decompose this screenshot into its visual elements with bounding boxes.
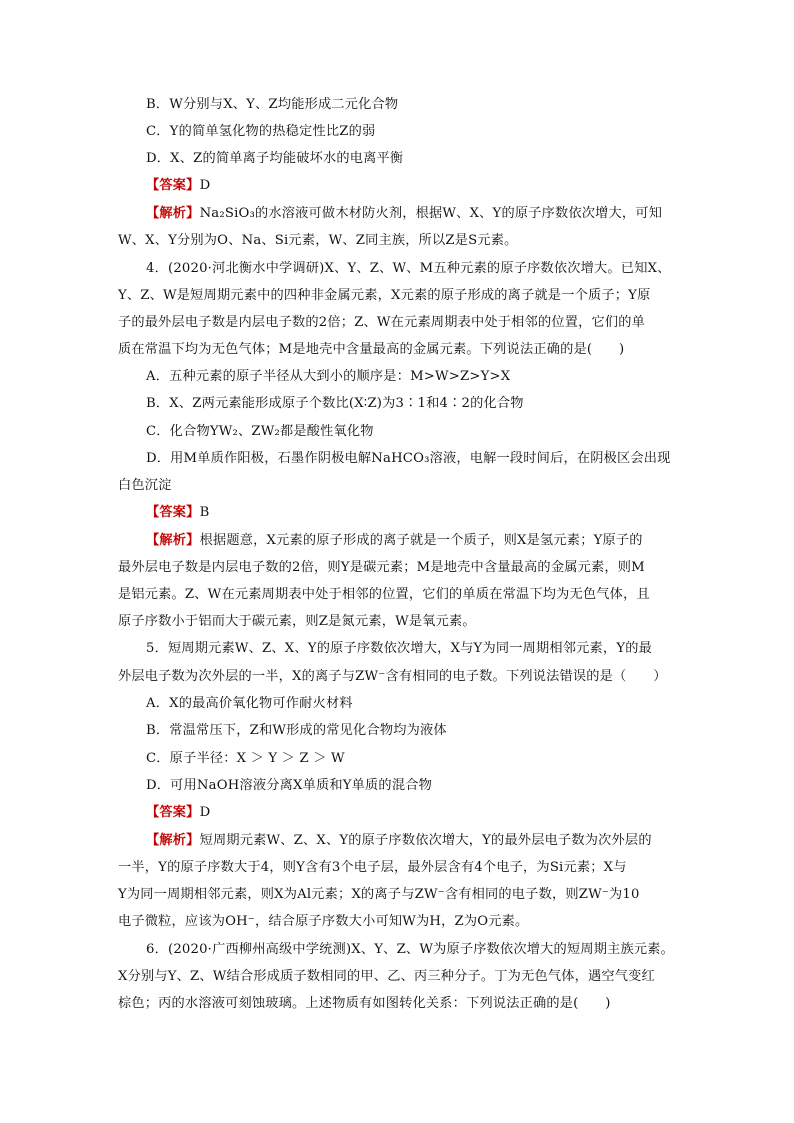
q5-option-c: C．原子半径：X ＞ Y ＞ Z ＞ W <box>146 751 345 766</box>
q4-option-d-line-2: 白色沉淀 <box>118 478 172 493</box>
q5-option-b: B．常温常压下，Z和W形成的常见化合物均为液体 <box>146 723 447 738</box>
q3-answer <box>146 175 706 197</box>
analysis-text: Na₂SiO₃的水溶液可做木材防火剂，根据W、X、Y的原子序数依次增大，可知 <box>199 206 663 221</box>
analysis-text: 根据题意，X元素的原子形成的离子就是一个质子，则X是氢元素；Y原子的 <box>199 533 643 548</box>
q6-stem-line-1: 6．(2020·广西柳州高级中学统测)X、Y、Z、W为原子序数依次增大的短周期主族元素。 <box>146 942 675 957</box>
q4-answer <box>146 502 706 524</box>
analysis-label: 【解析】 <box>146 206 200 221</box>
q4-analysis-line-4: 原子序数小于铝而大于碳元素，则Z是氮元素，W是氧元素。 <box>118 614 476 629</box>
q4-option-b: B．X、Z两元素能形成原子个数比(X∶Z)为3∶1和4∶2的化合物 <box>146 396 524 411</box>
q3-analysis-line-2: W、X、Y分别为O、Na、Si元素，W、Z同主族，所以Z是S元素。 <box>118 233 518 248</box>
q4-analysis-line-3: 是铝元素。Z、W在元素周期表中处于相邻的位置，它们的单质在常温下均为无色气体，且 <box>118 587 650 602</box>
analysis-text: 短周期元素W、Z、X、Y的原子序数依次增大，Y的最外层电子数为次外层的 <box>199 833 652 848</box>
answer-value: B <box>199 505 210 520</box>
q4-option-c: C．化合物YW₂、ZW₂都是酸性氧化物 <box>146 424 374 439</box>
q4-option-a: A．五种元素的原子半径从大到小的顺序是：M>W>Z>Y>X <box>146 369 511 384</box>
q5-stem-line-1: 5．短周期元素W、Z、X、Y的原子序数依次增大，X与Y为同一周期相邻元素，Y的最 <box>146 641 652 656</box>
q5-answer <box>146 802 706 824</box>
q3-option-c: C．Y的简单氢化物的热稳定性比Z的弱 <box>146 124 376 139</box>
q4-analysis-line-2: 最外层电子数是内层电子数的2倍，则Y是碳元素；M是地壳中含量最高的金属元素，则M <box>118 560 645 575</box>
q5-option-d: D．可用NaOH溶液分离X单质和Y单质的混合物 <box>146 778 432 793</box>
analysis-label: 【解析】 <box>146 833 200 848</box>
q4-stem-line-2: Y、Z、W是短周期元素中的四种非金属元素，X元素的原子形成的离子就是一个质子；Y原 <box>118 288 651 303</box>
answer-value: D <box>199 178 211 193</box>
q5-analysis-line-3: Y为同一周期相邻元素，则X为Al元素；X的离子与ZW⁻含有相同的电子数，则ZW⁻为10 <box>118 887 640 902</box>
q4-analysis-line-1 <box>146 530 706 552</box>
q3-analysis-line-1 <box>146 203 706 225</box>
analysis-label: 【解析】 <box>146 533 200 548</box>
q5-option-a: A．X的最高价氧化物可作耐火材料 <box>146 696 353 711</box>
q3-option-d: D．X、Z的简单离子均能破坏水的电离平衡 <box>146 151 404 166</box>
answer-label: 【答案】 <box>146 178 200 193</box>
q5-stem-line-2: 外层电子数为次外层的一半，X的离子与ZW⁻含有相同的电子数。下列说法错误的是（ ） <box>118 669 667 684</box>
q5-analysis-line-2: 一半，Y的原子序数大于4，则Y含有3个电子层，最外层含有4个电子，为Si元素；X与 <box>118 860 627 875</box>
q5-analysis-line-4: 电子微粒，应该为OH⁻，结合原子序数大小可知W为H，Z为O元素。 <box>118 914 529 929</box>
q4-stem-line-1: 4．(2020·河北衡水中学调研)X、Y、Z、W、M五种元素的原子序数依次增大。已知X、 <box>146 261 671 276</box>
q6-stem-line-2: X分别与Y、Z、W结合形成质子数相同的甲、乙、丙三种分子。丁为无色气体，遇空气变红 <box>118 969 655 984</box>
q5-analysis-line-1 <box>146 830 706 852</box>
q3-option-b: B．W分别与X、Y、Z均能形成二元化合物 <box>146 97 399 112</box>
answer-value: D <box>199 805 211 820</box>
answer-label: 【答案】 <box>146 805 200 820</box>
q4-stem-line-4: 质在常温下均为无色气体；M是地壳中含量最高的金属元素。下列说法正确的是( ) <box>118 342 625 357</box>
q4-stem-line-3: 子的最外层电子数是内层电子数的2倍；Z、W在元素周期表中处于相邻的位置，它们的单 <box>118 315 646 330</box>
q4-option-d-line-1: D．用M单质作阳极，石墨作阴极电解NaHCO₃溶液，电解一段时间后，在阴极区会出现 <box>146 451 671 466</box>
answer-label: 【答案】 <box>146 505 200 520</box>
q6-stem-line-3: 棕色；丙的水溶液可刻蚀玻璃。上述物质有如图转化关系：下列说法正确的是( ) <box>118 996 611 1011</box>
